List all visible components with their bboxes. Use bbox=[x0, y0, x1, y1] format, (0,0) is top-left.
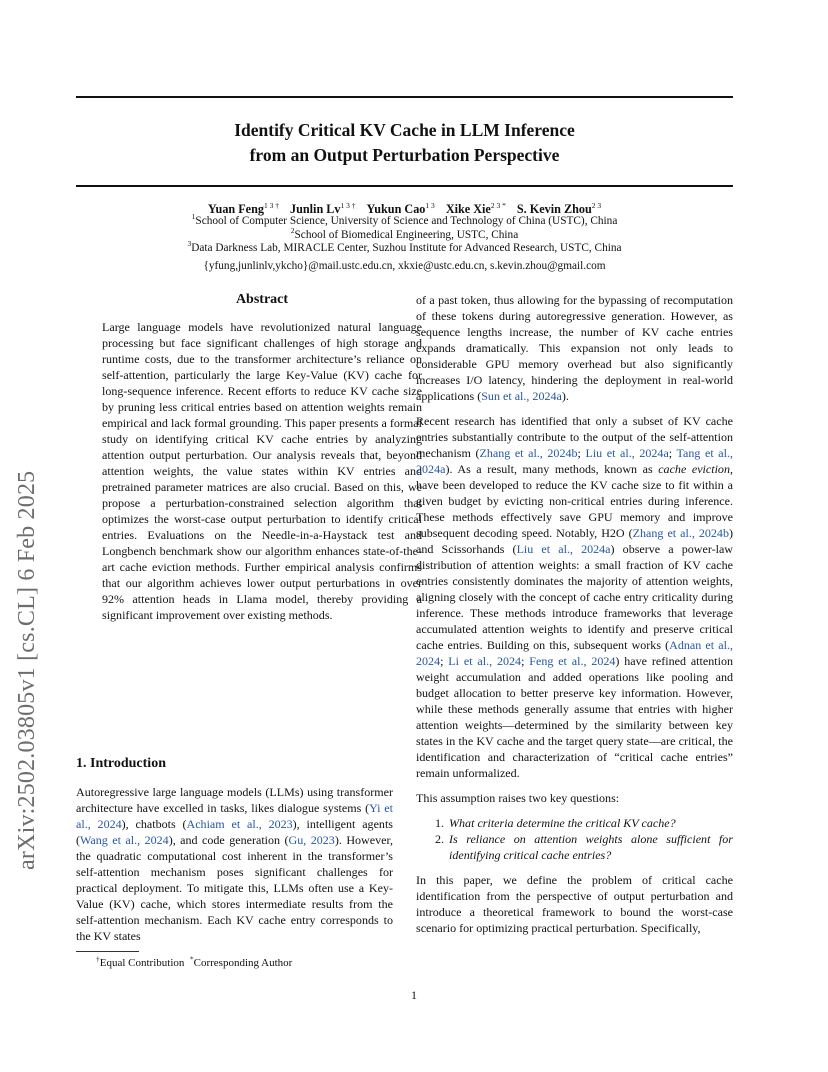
abstract-heading: Abstract bbox=[235, 292, 289, 307]
title-line-2: from an Output Perturbation Perspective bbox=[249, 145, 560, 165]
emphasis: cache eviction bbox=[658, 462, 730, 476]
title-top-rule bbox=[76, 96, 733, 98]
intro-paragraph: Autoregressive large language models (LLMs) using transformer architecture have excelled in tasks, likes dialogue systems (Yi et al., 2024), chatbots (Achiam et al., 2023), intelligent agents (Wang et al., 2024), and code generation (Gu, 2023). However, the quadratic computational cost inherent in the transformer’s self-attention mechanism poses significant challenges for practical deployment. To mitigate this, LLMs often use a Key-Value (KV) cache, which stores intermediate results from the self-attention mechanism. Each KV cache entry corresponds to the KV states bbox=[76, 785, 394, 943]
affiliation: $^2$School of Biomedical Engineering, USTC, China bbox=[290, 225, 519, 241]
paper-title bbox=[76, 118, 733, 168]
intro-paragraph: of a past token, thus allowing for the bypassing of recomputation of these tokens during autoregressive generation. However, as sequence lengths increase, the number of KV cache entries expands dramatically. This expansion not only leads to considerable GPU memory overhead but also significantly increases I/O latency, hindering the deployment in real-world applications (Sun et al., 2024a). bbox=[416, 293, 733, 403]
author: S. Kevin Zhou$^{2 3}$ bbox=[516, 200, 602, 216]
list-item: 2. Is reliance on attention weights alone sufficient for identifying critical cache entries? bbox=[447, 831, 733, 863]
author: Yuan Feng$^{1 3 \dagger}$ bbox=[207, 200, 279, 216]
citation-link[interactable]: Feng et al., 2024 bbox=[529, 654, 616, 668]
citation-link[interactable]: Sun et al., 2024a bbox=[481, 389, 562, 403]
footnote: †Equal Contribution *Corresponding Author bbox=[96, 954, 293, 969]
author: Junlin $Lv^{1 3 \dagger}$ bbox=[290, 200, 356, 216]
citation-link[interactable]: Yi et al., 2024 bbox=[76, 801, 393, 831]
intro-paragraph: In this paper, we define the problem of critical cache identification from the perspective of output perturbation and introduce a theoretical framework to bound the worst-case scenario for optimizing practical perturbation. Specifically, bbox=[416, 873, 733, 935]
author-emails: {yfung,junlinlv,ykcho}@mail.ustc.edu.cn, xkxie@ustc.edu.cn, s.kevin.zhou@gmail.com bbox=[203, 260, 606, 272]
list-item: 1. What criteria determine the critical KV cache? bbox=[447, 815, 733, 831]
page-number: 1 bbox=[411, 988, 417, 1002]
citation-link[interactable]: Adnan et al., 2024 bbox=[416, 638, 733, 668]
citation-link[interactable]: Liu et al., 2024a bbox=[516, 542, 611, 556]
citation-link[interactable]: Tang et al., 2024a bbox=[416, 446, 734, 476]
arxiv-watermark: arXiv:2502.03805v1 [cs.CL] 6 Feb 2025 bbox=[14, 470, 40, 870]
citation-link[interactable]: Achiam et al., 2023 bbox=[186, 817, 293, 831]
citation-link[interactable]: Wang et al., 2024 bbox=[80, 833, 169, 847]
footnote-rule bbox=[76, 951, 139, 952]
affiliations bbox=[76, 212, 733, 256]
section-heading: 1. Introduction bbox=[76, 756, 166, 771]
citation-link[interactable]: Zhang et al., 2024b bbox=[632, 526, 729, 540]
title-bottom-rule bbox=[76, 185, 733, 187]
abstract-body: Large language models have revolutionized natural language processing but face significant challenges of high storage and runtime costs, due to the transformer architecture’s reliance on self-attention, particularly the large Key-Value (KV) cache for long-sequence inference. Recent efforts to reduce KV cache size by pruning less critical entries based on attention weights remain empirical and lack formal grounding. This paper presents a formal study on identifying critical KV cache entries by analyzing attention output perturbation. Our analysis reveals that, beyond attention weights, the value states within KV entries and pretrained parameter matrices are also crucial. Based on this, we propose a perturbation-constrained selection algorithm that optimizes the worst-case output perturbation to identify critical entries. Evaluations on the Needle-in-a-Haystack test and Longbench benchmark show our algorithm enhances state-of-the-art cache eviction methods. Further empirical analysis confirms that our algorithm achieves lower output perturbations in over 92% attention heads in Llama model, thereby providing a significant improvement over existing methods. bbox=[102, 320, 422, 622]
author: Yukun Cao$^{1 3}$ bbox=[366, 200, 435, 216]
intro-paragraph: Recent research has identified that only a subset of KV cache entries substantially contribute to the output of the self-attention mechanism (Zhang et al., 2024b; Liu et al., 2024a; Tang et al., 2024a). As a result, many methods, known as cache eviction, have been developed to reduce the KV cache size to fit within a given budget by evicting non-critical entries during inference. These methods effectively save GPU memory and improve subsequent decoding speed. Notably, H2O (Zhang et al., 2024b) and Scissorhands (Liu et al., 2024a) observe a power-law distribution of attention weights: a small fraction of KV cache entries consistently dominates the majority of attention weights, aligning closely with the concept of cache entry criticality during inference. These methods introduce frameworks that leverage accumulated attention weights to identify and preserve critical cache entries. Building on this, subsequent works (Adnan et al., 2024; Li et al., 2024; Feng et al., 2024) have refined attention weight accumulation and added operations like pooling and budget allocation to better preserve key information. However, while these methods generally assume that entries with higher attention weights—determined by the similarity between key states in the KV cache and the target query state—are critical, the identification and characterization of “critical cache entries” remain unformalized. bbox=[416, 414, 734, 780]
affiliation: $^1$School of Computer Science, University of Science and Technology of China (USTC), China bbox=[191, 212, 618, 227]
citation-link[interactable]: Li et al., 2024 bbox=[448, 654, 522, 668]
question-list bbox=[416, 815, 733, 863]
citation-link[interactable]: Zhang et al., 2024b bbox=[479, 446, 578, 460]
citation-link[interactable]: Liu et al., 2024a bbox=[585, 446, 669, 460]
right-column bbox=[416, 292, 733, 936]
intro-paragraph: This assumption raises two key questions: bbox=[416, 791, 620, 805]
author: Xike Xie$^{2 3 *}$ bbox=[445, 200, 506, 216]
citation-link[interactable]: Gu, 2023 bbox=[288, 833, 335, 847]
affiliation: $^3$Data Darkness Lab, MIRACLE Center, Suzhou Institute for Advanced Research, USTC, China bbox=[187, 239, 622, 255]
title-line-1: Identify Critical KV Cache in LLM Inference bbox=[234, 120, 575, 140]
